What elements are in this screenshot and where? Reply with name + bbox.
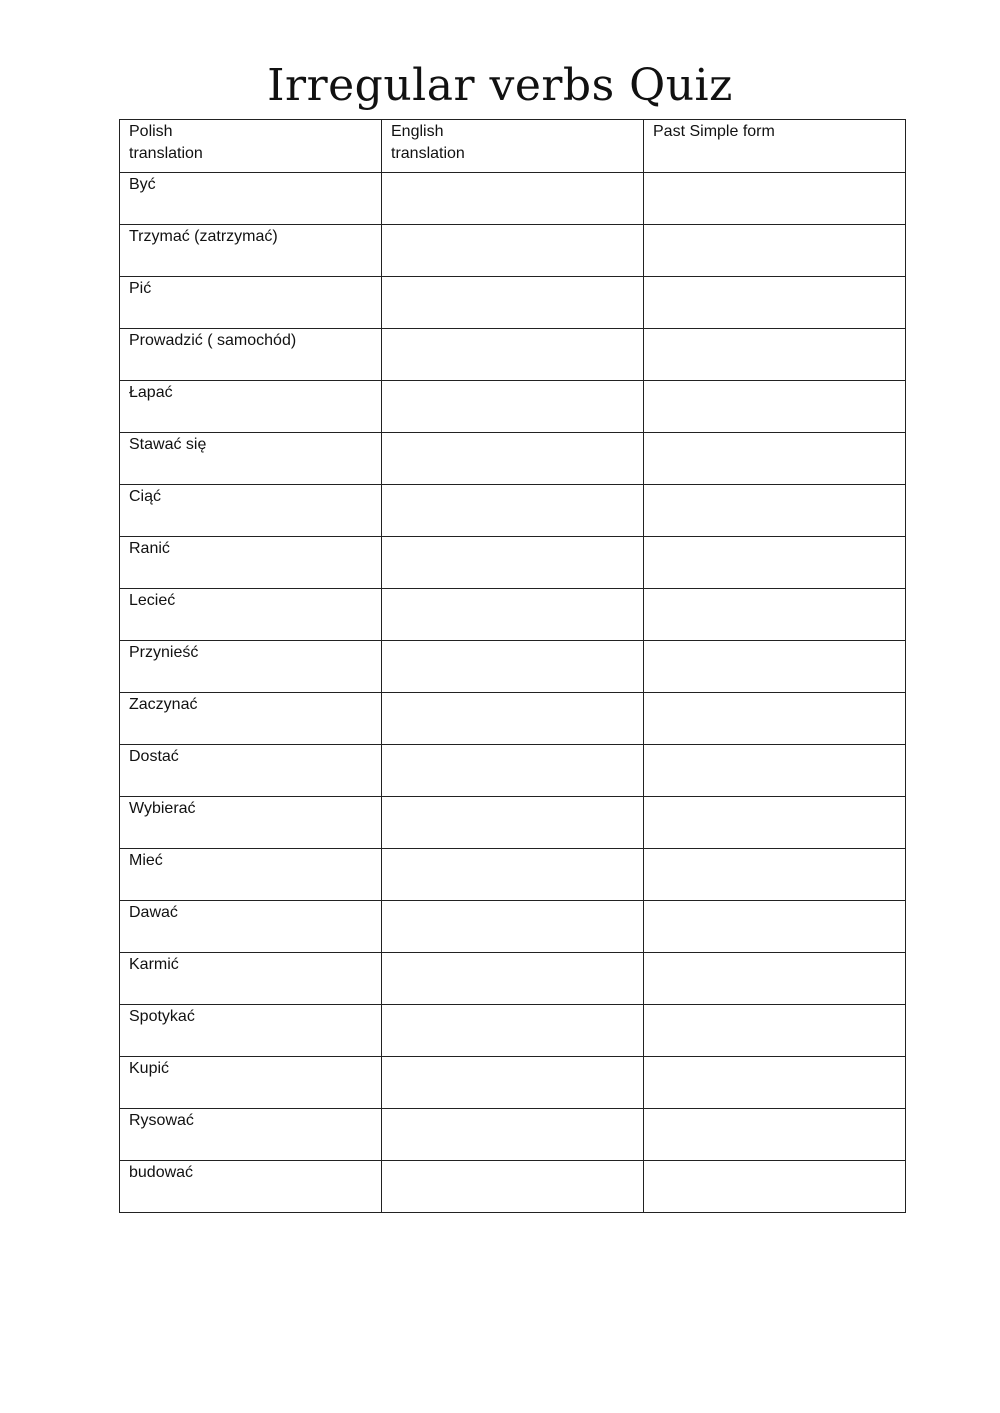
- table-row: [120, 485, 906, 537]
- past-simple-answer-cell[interactable]: [644, 797, 906, 849]
- past-simple-answer-cell[interactable]: [644, 901, 906, 953]
- past-simple-answer-cell[interactable]: [644, 589, 906, 641]
- header-polish-label: Polish translation: [129, 123, 203, 162]
- polish-cell: [120, 641, 382, 693]
- english-answer-cell[interactable]: [382, 693, 644, 745]
- past-simple-answer-cell[interactable]: [644, 745, 906, 797]
- polish-verb: Mieć: [129, 852, 163, 869]
- polish-verb: Być: [129, 176, 156, 193]
- english-answer-cell[interactable]: [382, 953, 644, 1005]
- polish-cell: [120, 433, 382, 485]
- english-answer-cell[interactable]: [382, 901, 644, 953]
- polish-verb: Wybierać: [129, 800, 196, 817]
- header-past-simple: [644, 120, 906, 173]
- polish-verb: Rysować: [129, 1112, 194, 1129]
- polish-verb: Dostać: [129, 748, 179, 765]
- table-row: [120, 381, 906, 433]
- table-row: [120, 953, 906, 1005]
- polish-verb: Kupić: [129, 1060, 170, 1077]
- table-row: [120, 277, 906, 329]
- past-simple-answer-cell[interactable]: [644, 1057, 906, 1109]
- polish-cell: [120, 173, 382, 225]
- polish-verb: Trzymać (zatrzymać): [129, 228, 278, 245]
- page-title: Irregular verbs Quiz: [267, 60, 733, 111]
- table-row: [120, 225, 906, 277]
- table-row: [120, 173, 906, 225]
- polish-cell: [120, 589, 382, 641]
- english-answer-cell[interactable]: [382, 173, 644, 225]
- english-answer-cell[interactable]: [382, 641, 644, 693]
- english-answer-cell[interactable]: [382, 1057, 644, 1109]
- past-simple-answer-cell[interactable]: [644, 537, 906, 589]
- table-row: [120, 1161, 906, 1213]
- polish-cell: [120, 537, 382, 589]
- english-answer-cell[interactable]: [382, 797, 644, 849]
- past-simple-answer-cell[interactable]: [644, 173, 906, 225]
- table-row: [120, 797, 906, 849]
- english-answer-cell[interactable]: [382, 537, 644, 589]
- table-row: [120, 1109, 906, 1161]
- polish-verb: Dawać: [129, 904, 178, 921]
- polish-verb: Spotykać: [129, 1008, 195, 1025]
- english-answer-cell[interactable]: [382, 1109, 644, 1161]
- past-simple-answer-cell[interactable]: [644, 693, 906, 745]
- polish-cell: [120, 485, 382, 537]
- past-simple-answer-cell[interactable]: [644, 225, 906, 277]
- table-row: [120, 1005, 906, 1057]
- polish-cell: [120, 953, 382, 1005]
- past-simple-answer-cell[interactable]: [644, 1161, 906, 1213]
- english-answer-cell[interactable]: [382, 1005, 644, 1057]
- table-row: [120, 641, 906, 693]
- polish-cell: [120, 797, 382, 849]
- past-simple-answer-cell[interactable]: [644, 641, 906, 693]
- polish-verb: Zaczynać: [129, 696, 198, 713]
- polish-verb: Prowadzić ( samochód): [129, 332, 297, 349]
- english-answer-cell[interactable]: [382, 1161, 644, 1213]
- past-simple-answer-cell[interactable]: [644, 329, 906, 381]
- english-answer-cell[interactable]: [382, 849, 644, 901]
- polish-verb: Lecieć: [129, 592, 176, 609]
- english-answer-cell[interactable]: [382, 745, 644, 797]
- past-simple-answer-cell[interactable]: [644, 277, 906, 329]
- polish-cell: [120, 1161, 382, 1213]
- english-answer-cell[interactable]: [382, 329, 644, 381]
- polish-cell: [120, 1109, 382, 1161]
- table-row: [120, 849, 906, 901]
- table-row: [120, 693, 906, 745]
- polish-cell: [120, 1057, 382, 1109]
- english-answer-cell[interactable]: [382, 225, 644, 277]
- verbs-table: [119, 119, 906, 1213]
- polish-verb: Stawać się: [129, 436, 207, 453]
- polish-verb: Ranić: [129, 540, 170, 557]
- past-simple-answer-cell[interactable]: [644, 1109, 906, 1161]
- english-answer-cell[interactable]: [382, 277, 644, 329]
- table-row: [120, 537, 906, 589]
- table-row: [120, 329, 906, 381]
- polish-cell: [120, 1005, 382, 1057]
- polish-verb: Łapać: [129, 384, 173, 401]
- english-answer-cell[interactable]: [382, 485, 644, 537]
- past-simple-answer-cell[interactable]: [644, 485, 906, 537]
- english-answer-cell[interactable]: [382, 433, 644, 485]
- table-row: [120, 901, 906, 953]
- table-body: [120, 173, 906, 1213]
- past-simple-answer-cell[interactable]: [644, 433, 906, 485]
- polish-verb: budować: [129, 1164, 194, 1181]
- header-past-simple-label: Past Simple form: [653, 123, 775, 140]
- polish-verb: Przynieść: [129, 644, 199, 661]
- header-polish: [120, 120, 382, 173]
- past-simple-answer-cell[interactable]: [644, 1005, 906, 1057]
- header-row: [120, 120, 906, 173]
- polish-verb: Ciąć: [129, 488, 162, 505]
- table-row: [120, 1057, 906, 1109]
- table-row: [120, 745, 906, 797]
- header-english: [382, 120, 644, 173]
- english-answer-cell[interactable]: [382, 589, 644, 641]
- past-simple-answer-cell[interactable]: [644, 953, 906, 1005]
- polish-verb: Karmić: [129, 956, 179, 973]
- polish-cell: [120, 745, 382, 797]
- polish-cell: [120, 849, 382, 901]
- polish-cell: [120, 277, 382, 329]
- table-row: [120, 433, 906, 485]
- past-simple-answer-cell[interactable]: [644, 849, 906, 901]
- header-english-label: English translation: [391, 123, 465, 162]
- table-row: [120, 589, 906, 641]
- polish-cell: [120, 901, 382, 953]
- english-answer-cell[interactable]: [382, 381, 644, 433]
- polish-cell: [120, 329, 382, 381]
- polish-verb: Pić: [129, 280, 152, 297]
- polish-cell: [120, 693, 382, 745]
- polish-cell: [120, 381, 382, 433]
- polish-cell: [120, 225, 382, 277]
- past-simple-answer-cell[interactable]: [644, 381, 906, 433]
